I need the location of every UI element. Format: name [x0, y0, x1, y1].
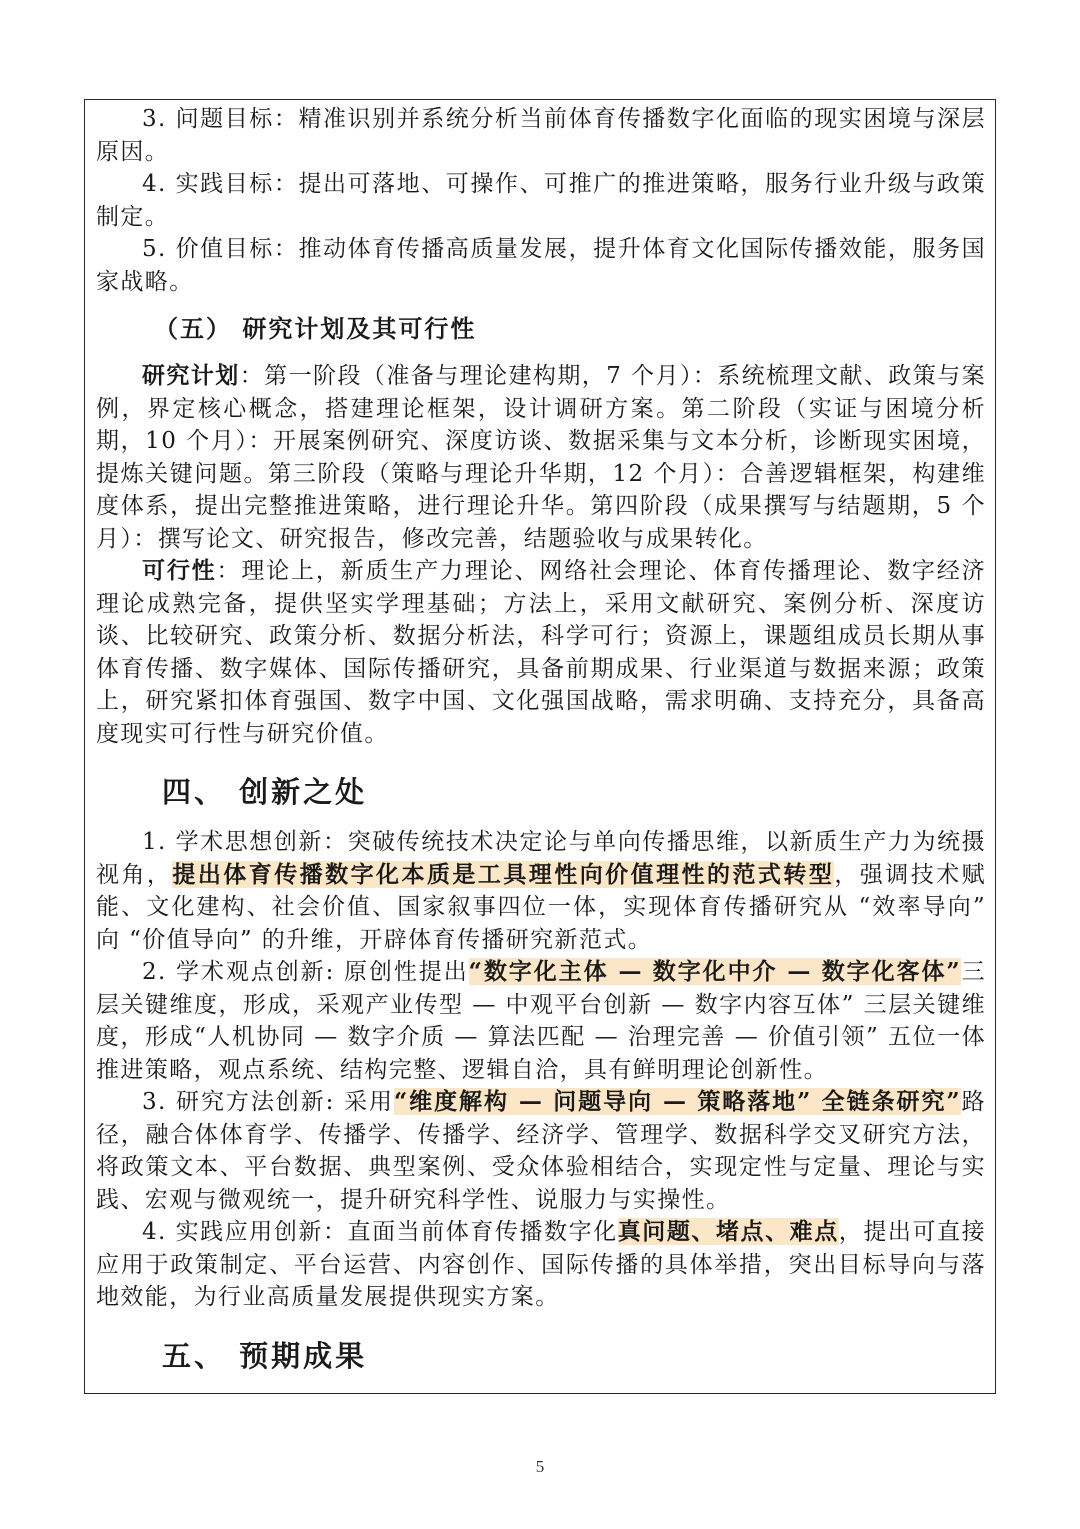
research-plan-paragraph: 研究计划：第一阶段（准备与理论建构期，7 个月）：系统梳理文献、政策与案例，界定核心概念，搭建理论框架，设计调研方案。第二阶段（实证与困境分析期，10 个月）：开展案例研究、深度访谈、数据采集与文本分析，诊断现实困境，提炼关键问题。第三阶段（策略与理论升华期，12 个月）：合善逻辑框架，构建维度体系，提出完整推进策略，进行理论升华。第四阶段（成果撰写与结题期，5 个月）：撰写论文、研究报告，修改完善，结题验收与成果转化。 — [96, 362, 986, 552]
highlight: “数字化主体 — 数字化中介 — 数字化客体” — [468, 958, 962, 985]
section-5-heading: （五） 研究计划及其可行性 — [154, 314, 477, 343]
heading-innovation: 四、 创新之处 — [162, 775, 368, 809]
feasibility-label: 可行性 — [142, 557, 217, 584]
highlight: 提出体育传播数字化本质是工具理性向价值理性的范式转型 — [172, 860, 835, 888]
innovation-1: 1. 学术思想创新：突破传统技术决定论与单向传播思维，以新质生产力为统摄视角，提出体育传播数字化本质是工具理性向价值理性的范式转型，强调技术赋能、文化建构、社会价值、国家叙事四位一体，实现体育传播研究从 “效率导向” 向 “价值导向” 的升维，开辟体育传播研究新范式。 — [96, 829, 987, 953]
innovation-3: 3. 研究方法创新: 采用“维度解构 — 问题导向 — 策略落地” 全链条研究”路径，融合体体育学、传播学、传播学、经济学、管理学、数据科学交叉研究方法，将政策文本、平台数据、典型案例、受众体验相结合，实现定性与定量、理论与实践、宏观与微观统一，提升研究科学性、说服力与实操性。 — [96, 1088, 986, 1213]
goal-5: 5. 价值目标：推动体育传播高质量发展，提升体育文化国际传播效能，服务国家战略。 — [96, 236, 986, 295]
heading-expected-results: 五、 预期成果 — [162, 1338, 368, 1373]
goal-3: 3. 问题目标：精准识别并系统分析当前体育传播数字化面临的现实困境与深层原因。 — [96, 106, 986, 165]
goal-4: 4. 实践目标：提出可落地、可操作、可推广的推进策略，服务行业升级与政策制定。 — [96, 171, 986, 230]
highlight: 真问题、堵点、难点 — [617, 1218, 839, 1245]
page-number: 5 — [535, 1457, 545, 1476]
innovation-2: 2. 学术观点创新: 原创性提出“数字化主体 — 数字化中介 — 数字化客体”三层关键维度，形成，采观产业传型 — 中观平台创新 — 数字内容互体” 三层关键维度，形成“人机协同 — 数字介质 — 算法匹配 — 治理完善 — 价值引领” 五位一体推进策略，观点系统、结构完整、逻辑自洽，具有鲜明理论创新性。 — [96, 958, 986, 1083]
highlight: “维度解构 — 问题导向 — 策略落地” 全链条研究” — [393, 1088, 962, 1115]
innovation-4: 4. 实践应用创新：直面当前体育传播数字化真问题、堵点、难点，提出可直接应用于政策制定、平台运营、内容创作、国际传播的具体举措，突出目标导向与落地效能，为行业高质量发展提供现实方案。 — [96, 1218, 986, 1310]
research-plan-label: 研究计划 — [142, 362, 240, 389]
feasibility-paragraph: 可行性：理论上，新质生产力理论、网络社会理论、体育传播理论、数字经济理论成熟完备，提供坚实学理基础；方法上，采用文献研究、案例分析、深度访谈、比较研究、政策分析、数据分析法，科学可行；资源上，课题组成员长期从事体育传播、数字媒体、国际传播研究，具备前期成果、行业渠道与数据来源；政策上，研究紧扣体育强国、数字中国、文化强国战略，需求明确、支持充分，具备高度现实可行性与研究价值。 — [96, 557, 986, 747]
document-body — [96, 103, 986, 1390]
